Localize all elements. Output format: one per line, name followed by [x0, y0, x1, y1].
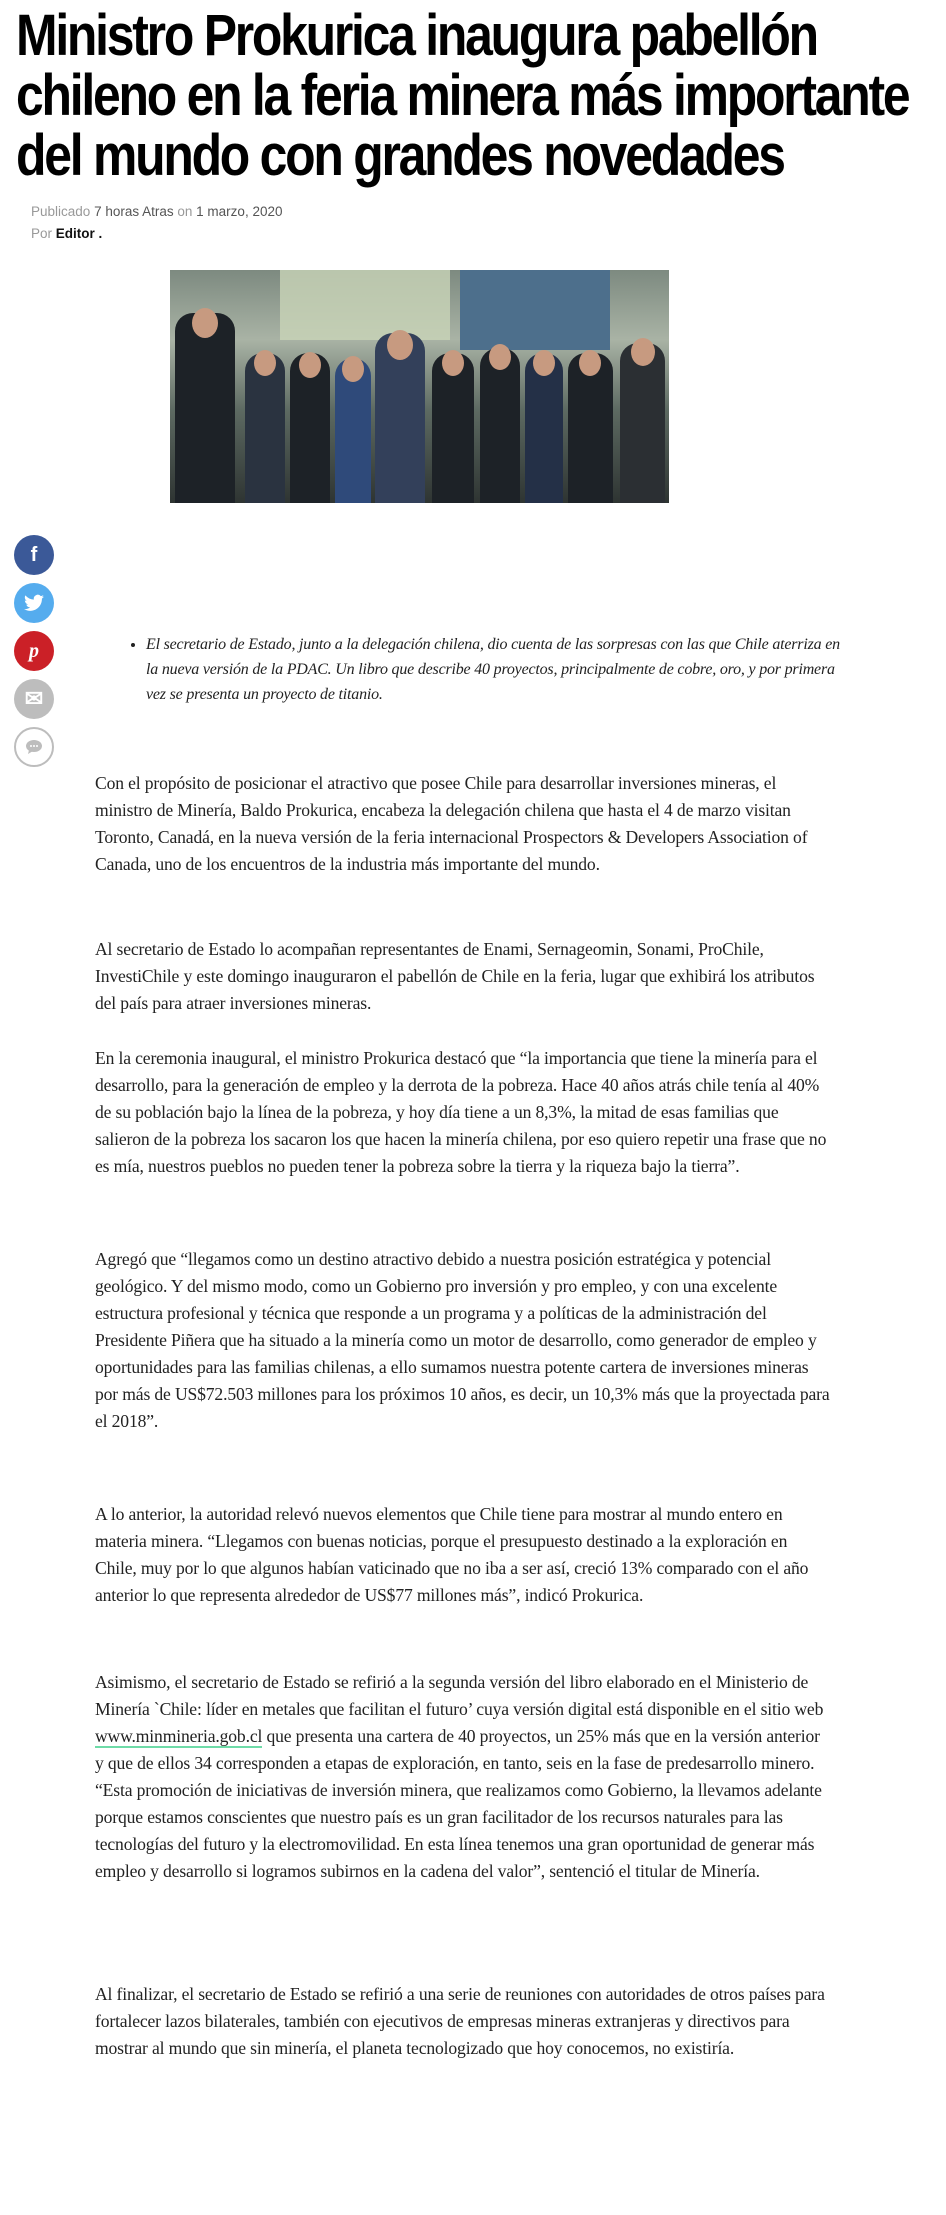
paragraph: Al finalizar, el secretario de Estado se refirió a una serie de reuniones con autoridades de otros países para fortalecer lazos bilaterales, también con ejecutivos de empresas mineras extranjeras y directivos para mostrar al mundo que sin minería, el planeta tecnologizado que hoy conocemos, no existiría. [95, 1984, 825, 2058]
article-summary [128, 632, 846, 707]
article-title: Ministro Prokurica inaugura pabellón chileno en la feria minera más importante del mundo con grandes novedades [16, 3, 909, 188]
paragraph: A lo anterior, la autoridad relevó nuevos elementos que Chile tiene para mostrar al mundo entero en materia minera. “Llegamos con buenas noticias, porque el presupuesto destinado a la exploración en Chile, muy por lo que algunos habían vaticinado que no iba a ser así, creció 13% comparado con el año anterior lo que representa alrededor de US$77 millones más”, indicó Prokurica. [95, 1504, 809, 1605]
author-link[interactable]: Editor [55, 226, 95, 241]
comment-icon [25, 739, 43, 755]
comment-button[interactable] [14, 727, 54, 767]
paragraph: Con el propósito de posicionar el atractivo que posee Chile para desarrollar inversiones mineras, el ministro de Minería, Baldo Prokurica, encabeza la delegación chilena que hasta el 4 de marzo visitan Toronto, Canadá, en la nueva versión de la feria internacional Prospectors & Developers Association of Canada, uno de los encuentros de la industria más importante del mundo. [95, 773, 808, 874]
published-date: 1 marzo, 2020 [196, 204, 283, 219]
facebook-share-button[interactable] [14, 535, 54, 575]
published-ago: 7 horas Atras [94, 204, 174, 219]
twitter-share-button[interactable] [14, 583, 54, 623]
paragraph: Al secretario de Estado lo acompañan representantes de Enami, Sernageomin, Sonami, ProChile, InvestiChile y este domingo inauguraron el pabellón de Chile en la feria, lugar que exhibirá los atributos del país para atraer inversiones mineras. [95, 939, 815, 1013]
twitter-icon [24, 594, 44, 612]
minmineria-link[interactable]: www.minmineria.gob.cl [95, 1726, 263, 1746]
paragraph: En la ceremonia inaugural, el ministro Prokurica destacó que “la importancia que tiene la minería para el desarrollo, para la generación de empleo y la derrota de la pobreza. Hace 40 años atrás chile tenía al 40% de su población bajo la línea de la pobreza, y hoy día tiene a un 8,3%, la mitad de esas familias que salieron de la pobreza los sacaron los que hacen la minería chilena, por eso quiero repetir una frase que no es mía, nuestros pueblos no pueden tener la pobreza sobre la tierra y la riqueza bajo la tierra”. [95, 1048, 827, 1176]
email-share-button[interactable] [14, 679, 54, 719]
facebook-icon: f [30, 543, 38, 566]
article-photo [170, 270, 669, 503]
summary-item: • El secretario de Estado, junto a la delegación chilena, dio cuenta de las sorpresas con las que Chile aterriza en la nueva versión de la PDAC. Un libro que describe 40 proyectos, principalmente de cobre, oro, y por primera vez se presenta un proyecto de titanio. [146, 632, 846, 707]
publish-info: Publicado 7 horas Atras on 1 marzo, 2020 [31, 204, 283, 219]
paragraph: Agregó que “llegamos como un destino atractivo debido a nuestra posición estratégica y potencial geológico. Y del mismo modo, como un Gobierno pro inversión y pro empleo, y con una excelente estructura profesional y técnica que responde a un programa y a políticas de la administración del Presidente Piñera que ha situado a la minería como un motor de desarrollo, como generador de empleo y oportunidades para las familias chilenas, a ello sumamos nuestra potente cartera de inversiones mineras por más de US$72.503 millones para los próximos 10 años, es decir, un 10,3% más que la proyectada para el 2018”. [95, 1249, 830, 1431]
article-body [95, 770, 830, 2062]
pinterest-icon: p [29, 639, 39, 662]
pinterest-share-button[interactable] [14, 631, 54, 671]
paragraph: Asimismo, el secretario de Estado se refirió a la segunda versión del libro elaborado en el Ministerio de Minería `Chile: líder en metales que facilitan el futuro’ cuya versión digital está disponible en el sitio web www.minmineria.gob.cl que presenta una cartera de 40 proyectos, un 25% más que en la versión anterior y que de ellos 34 corresponden a etapas de exploración, en tanto, seis en la fase de predesarrollo minero. “Esta promoción de iniciativas de inversión minera, que realizamos como Gobierno, la llevamos adelante porque estamos conscientes que nuestro país es un gran facilitador de los recursos naturales para las tecnologías del futuro y la electromovilidad. En esta línea tenemos una gran oportunidad de generar más empleo y desarrollo si logramos subirnos en la cadena del valor”, sentenció el titular de Minería. [95, 1672, 824, 1881]
author-info: Por Editor . [31, 226, 103, 241]
email-icon: ✉ [24, 686, 44, 711]
